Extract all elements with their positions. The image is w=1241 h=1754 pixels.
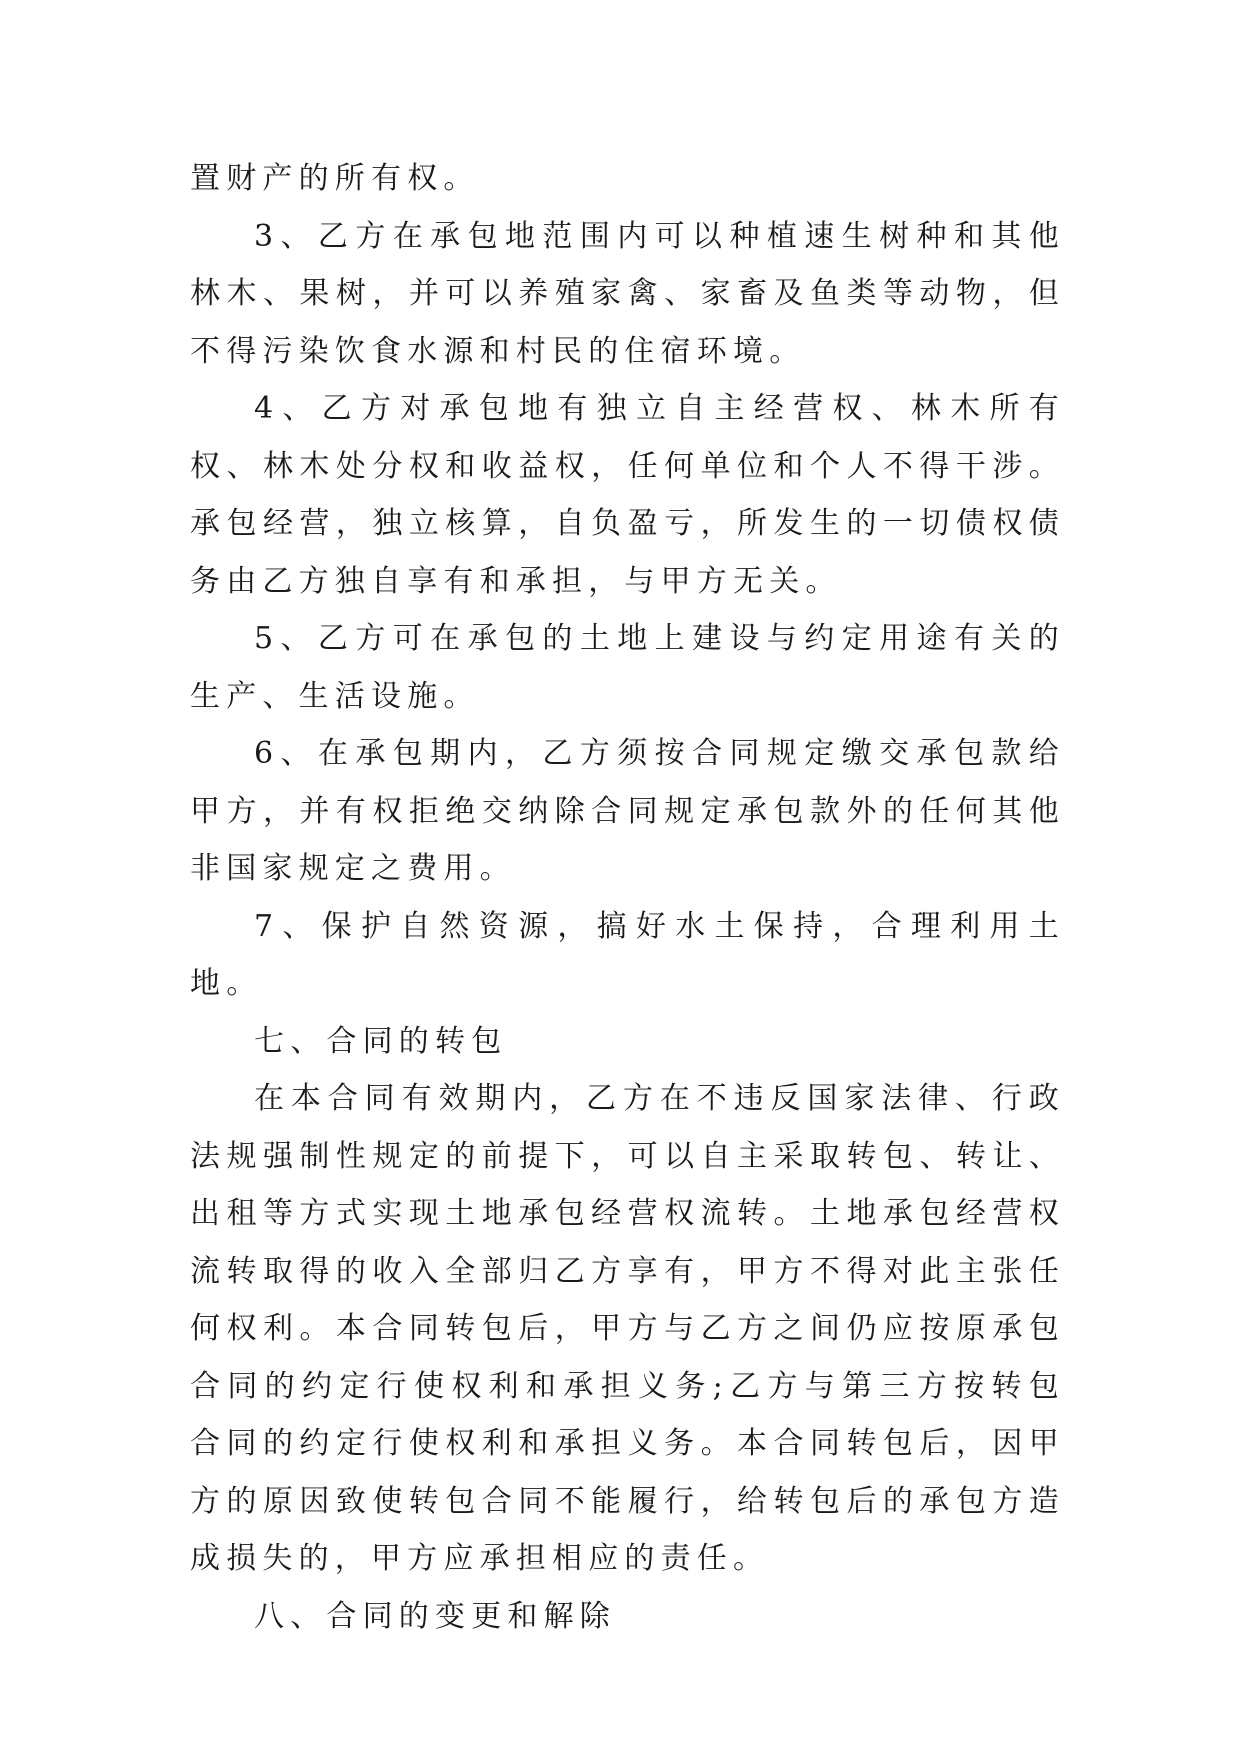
paragraph-clause-4: 4、乙方对承包地有独立自主经营权、林木所有权、林木处分权和收益权，任何单位和个人不得干涉。承包经营，独立核算，自负盈亏，所发生的一切债权债务由乙方独自享有和承担，与甲方无关。	[190, 391, 1065, 599]
section-heading-subcontract: 七、合同的转包	[254, 1023, 508, 1059]
paragraph-clause-6: 6、在承包期内，乙方须按合同规定缴交承包款给甲方，并有权拒绝交纳除合同规定承包款外的任何其他非国家规定之费用。	[190, 736, 1065, 886]
paragraph-clause-5: 5、乙方可在承包的土地上建设与约定用途有关的生产、生活设施。	[190, 621, 1065, 714]
paragraph-subcontract-body: 在本合同有效期内，乙方在不违反国家法律、行政法规强制性规定的前提下，可以自主采取转包、转让、出租等方式实现土地承包经营权流转。土地承包经营权流转取得的收入全部归乙方享有，甲方不得对此主张任何权利。本合同转包后，甲方与乙方之间仍应按原承包合同的约定行使权利和承担义务;乙方与第三方按转包合同的约定行使权利和承担义务。本合同转包后，因甲方的原因致使转包合同不能履行，给转包后的承包方造成损失的，甲方应承担相应的责任。	[190, 1081, 1065, 1576]
document-body	[190, 150, 1065, 1645]
paragraph-clause-7: 7、保护自然资源，搞好水土保持，合理利用土地。	[190, 908, 1065, 1001]
paragraph-property-ownership: 置财产的所有权。	[190, 161, 480, 196]
section-heading-change-termination: 八、合同的变更和解除	[254, 1598, 616, 1634]
paragraph-clause-3: 3、乙方在承包地范围内可以种植速生树种和其他林木、果树，并可以养殖家禽、家畜及鱼类等动物，但不得污染饮食水源和村民的住宿环境。	[190, 218, 1065, 369]
